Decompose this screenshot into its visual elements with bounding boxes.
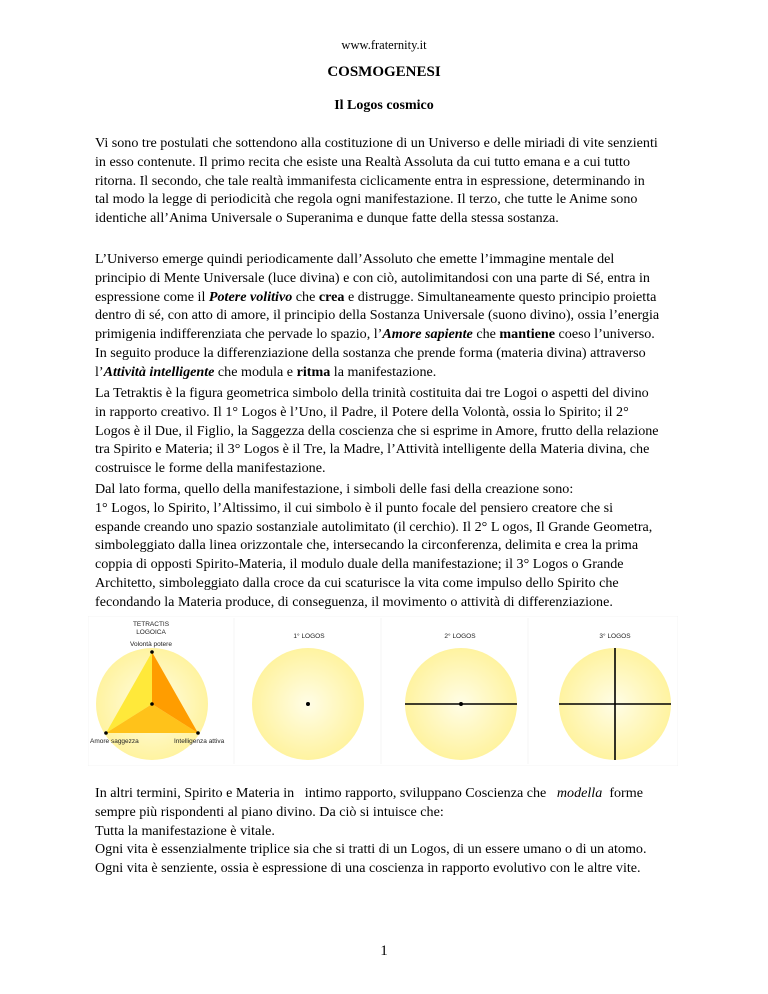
vertex-label-top: Volontà potere [130, 641, 172, 648]
emphasis-modella: modella [556, 785, 603, 801]
emphasis-ritma: ritma [296, 363, 331, 380]
vertex-label-left: Amore saggezza [90, 738, 139, 745]
vertex-label-right: Intelligenza attiva [174, 738, 225, 745]
text-line: in rapporto creativo. Il 1° Logos è l’Uno, il Padre, il Potere della Volontà, ossia lo Spirito; il 2° [95, 403, 629, 420]
paragraph-tetraktis [95, 384, 695, 478]
emphasis-crea: crea [318, 288, 345, 305]
emphasis-mantiene: mantiene [499, 326, 556, 343]
text-line: espande creando uno spazio sostanziale autolimitato (il cerchio). Il 2° L ogos, Il Grande Geometra, [95, 518, 653, 535]
tetractis-title-line2: LOGOICA [136, 629, 166, 636]
text-line: La Tetraktis è la figura geometrica simbolo della trinità costituita dai tre Logoi o aspetti del divino [95, 385, 649, 401]
logos-2-point [459, 702, 463, 706]
text-line: coppia di opposti Spirito-Materia, il modulo duale della manifestazione; il 3° Logos o Grande [95, 556, 624, 573]
vertex-dot-top [150, 650, 154, 654]
paragraph-postulates [95, 134, 695, 228]
text-line: In seguito produce la differenziazione della sostanza che prende forma (materia divina) attraverso [95, 344, 646, 361]
text-line: Ogni vita è senziente, ossia è espressione di una coscienza in rapporto evolutivo con le altre vite. [95, 860, 641, 877]
text-line: costruisce le forme della manifestazione. [95, 460, 326, 477]
text-line: In altri termini, Spirito e Materia in intimo rapporto, sviluppano Coscienza che modella forme [95, 785, 643, 801]
text-line: Dal lato forma, quello della manifestazione, i simboli delle fasi della creazione sono: [95, 481, 574, 497]
site-url: www.fraternity.it [341, 38, 427, 52]
text-line: fecondando la Materia produce, di conseguenza, il movimento o attività di differenziazione. [95, 593, 613, 610]
center-dot [150, 702, 154, 706]
text-line: Logos è il Due, il Figlio, la Saggezza della coscienza che si esprime in Amore, frutto della relazione [95, 422, 659, 439]
text-line: in esso contenute. Il primo recita che esiste una Realtà Assoluta da cui tutto emana e a cui tutto [95, 153, 631, 170]
logos-1-label: 1° LOGOS [293, 633, 325, 640]
text-line: Ogni vita è essenzialmente triplice sia che si tratti di un Logos, di un essere umano o di un atomo. [95, 841, 647, 858]
page-number: 1 [380, 943, 388, 959]
text-line: Architetto, simboleggiato dalla croce da cui scaturisce la vita come impulso dello Spirito che [95, 574, 619, 591]
logos-3-label: 3° LOGOS [599, 633, 631, 640]
text-line: dentro di sé, con atto di amore, il principio della Sostanza Universale (suono divino), ossia l’energia [95, 307, 660, 324]
text-line: tra Spirito e Materia; il 3° Logos è il Tre, la Madre, l’Attività intelligente della Materia divina, che [95, 441, 650, 458]
vertex-dot-right [196, 731, 200, 735]
text-line: L’Universo emerge quindi periodicamente dall’Assoluto che emette l’immagine mentale del [95, 251, 615, 267]
text-line: Tutta la manifestazione è vitale. [95, 822, 275, 839]
emphasis-potere: Potere volitivo [208, 288, 293, 305]
text-line: ritorna. Il secondo, che tale realtà immanifesta ciclicamente entra in espressione, determinando in [95, 172, 645, 189]
text-line: l’Attività intelligente che modula e ritma la manifestazione. [95, 363, 437, 380]
paragraph-conclusion [95, 784, 695, 878]
paragraph-form-side [95, 480, 695, 612]
logos-figure [88, 616, 678, 766]
emphasis-attivita: Attività intelligente [103, 363, 215, 380]
text-line: simboleggiato dalla linea orizzontale che, intersecando la circonferenza, delimita e crea la prima [95, 537, 639, 554]
emphasis-amore: Amore sapiente [382, 326, 473, 343]
text-line: primigenia indifferenziata che pervade lo spazio, l’Amore sapiente che mantiene coeso l’universo. [95, 326, 655, 343]
text-line: Vi sono tre postulati che sottendono alla costituzione di un Universo e delle miriadi di vite senzienti [95, 135, 658, 151]
logos-1-point [306, 702, 310, 706]
page-title: COSMOGENESI [327, 64, 441, 80]
logos-2-label: 2° LOGOS [444, 633, 476, 640]
text-line: principio di Mente Universale (luce divina) e con ciò, autolimitandosi con una parte di Sé, entra in [95, 269, 650, 286]
text-line: espressione come il Potere volitivo che crea e distrugge. Simultaneamente questo principio proietta [95, 288, 657, 305]
tetractis-title-line1: TETRACTIS [132, 621, 170, 628]
paragraph-universe [95, 250, 695, 382]
text-line: 1° Logos, lo Spirito, l’Altissimo, il cui simbolo è il punto focale del pensiero creatore che si [95, 499, 614, 516]
text-line: tal modo la legge di periodicità che regola ogni manifestazione. Il terzo, che tutte le Anime sono [95, 191, 638, 208]
section-subtitle: Il Logos cosmico [334, 98, 434, 113]
text-line: sempre più rispondenti al piano divino. Da ciò si intuisce che: [95, 803, 444, 820]
vertex-dot-left [104, 731, 108, 735]
text-line: identiche all’Anima Universale o Superanima e dunque fatte della stessa sostanza. [95, 210, 559, 227]
